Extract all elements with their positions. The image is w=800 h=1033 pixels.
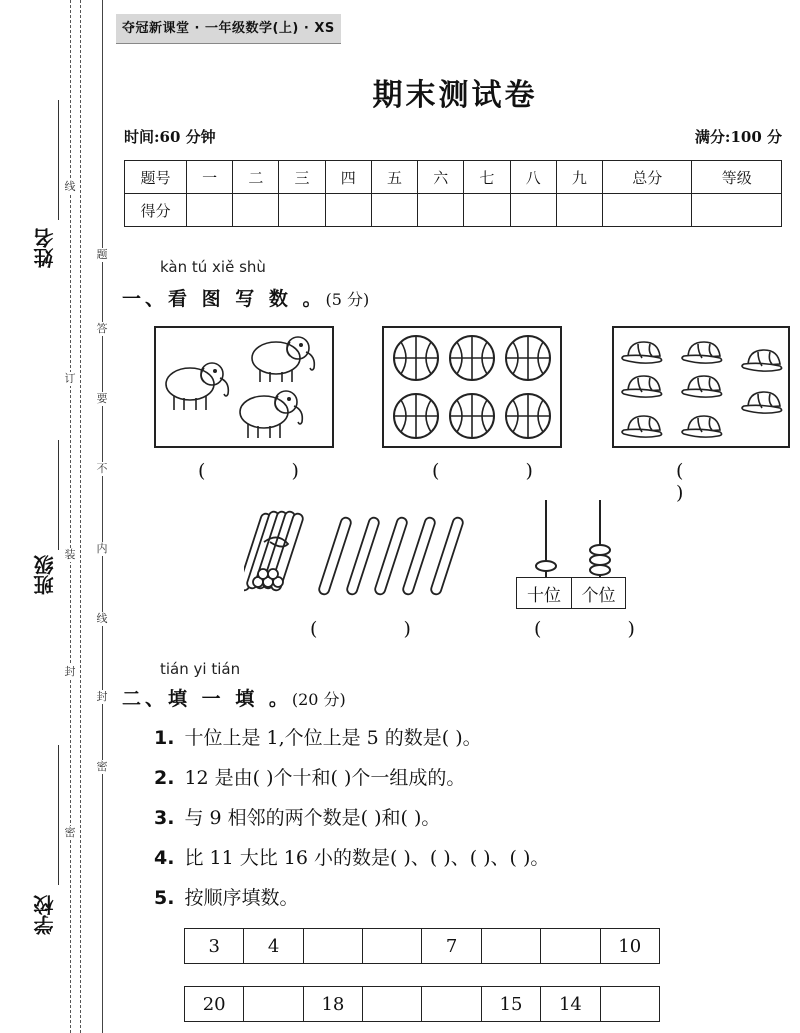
margin-char: 封: [64, 665, 76, 678]
question-number: 4.: [154, 847, 175, 869]
section1-title-text: 一、看 图 写 数 。: [122, 288, 326, 310]
margin-char: 不: [96, 462, 108, 475]
series-banner: 夺冠新课堂 · 一年级数学(上) · XS: [116, 14, 341, 44]
score-header-cell: 六: [418, 161, 464, 194]
abacus-place-labels: [516, 577, 626, 609]
page-title: 期末测试卷: [372, 78, 538, 113]
margin-char: 装: [64, 548, 76, 561]
sequence-cell[interactable]: [600, 987, 659, 1022]
score-cell[interactable]: [233, 194, 279, 227]
score-header-cell: 总分: [602, 161, 692, 194]
question-2: [154, 766, 465, 790]
abacus-answer-paren[interactable]: ( ): [534, 618, 675, 640]
margin-char: 线: [64, 180, 76, 193]
question-text: 按顺序填数。: [184, 887, 299, 909]
question-5: [154, 886, 298, 910]
score-header-cell: 七: [464, 161, 510, 194]
question-text[interactable]: 与 9 相邻的两个数是( )和( )。: [184, 807, 441, 829]
question-text[interactable]: 十位上是 1,个位上是 5 的数是( )。: [184, 727, 482, 749]
question-number: 1.: [154, 727, 175, 749]
school-field-label: 学校: [33, 895, 57, 935]
margin-char: 封: [96, 690, 108, 703]
abacus-icon: [516, 498, 628, 578]
question-4: [154, 846, 549, 870]
score-cell[interactable]: [556, 194, 602, 227]
score-cell[interactable]: [418, 194, 464, 227]
score-cell[interactable]: [510, 194, 556, 227]
score-cell[interactable]: [279, 194, 325, 227]
sequence-row-2: [184, 986, 660, 1022]
abacus-ones-label: 个位: [571, 578, 625, 608]
sequence-cell[interactable]: [363, 929, 422, 964]
section2-title-text: 二、填 一 填 。: [122, 688, 292, 710]
sequence-row-1: [184, 928, 660, 964]
score-header-cell: 九: [556, 161, 602, 194]
score-header-cell: 五: [371, 161, 417, 194]
question-text[interactable]: 比 11 大比 16 小的数是( )、( )、( )、( )。: [184, 847, 550, 869]
sequence-cell: 18: [303, 987, 362, 1022]
cap-icons: [614, 328, 788, 446]
caps-answer-paren[interactable]: ( ): [676, 460, 724, 504]
score-row-label: 得分: [125, 194, 187, 227]
score-cell[interactable]: [464, 194, 510, 227]
section2-title: [122, 684, 346, 711]
score-cell[interactable]: [325, 194, 371, 227]
sequence-cell[interactable]: [363, 987, 422, 1022]
section1-pinyin: kàn tú xiě shù: [160, 258, 266, 276]
section1-points: (5 分): [325, 290, 370, 309]
score-cell[interactable]: [371, 194, 417, 227]
basketball-icons: [384, 328, 560, 446]
name-field-label: 姓名: [33, 228, 57, 268]
elephant-icons: [156, 328, 332, 446]
sequence-cell[interactable]: [422, 987, 481, 1022]
basketballs-answer-paren[interactable]: ( ): [432, 460, 573, 482]
elephants-picture: [154, 326, 334, 448]
sequence-cell[interactable]: [244, 987, 303, 1022]
sticks-answer-paren[interactable]: ( ): [310, 618, 451, 640]
basketballs-picture: [382, 326, 562, 448]
margin-char: 要: [96, 392, 108, 405]
section1-title: [122, 284, 369, 311]
score-header-cell: 四: [325, 161, 371, 194]
score-header-cell: 三: [279, 161, 325, 194]
margin-dashed-line-outer: [70, 0, 71, 1033]
margin-char: 线: [96, 612, 108, 625]
sequence-cell: 3: [185, 929, 244, 964]
margin-char: 答: [96, 322, 108, 335]
question-text[interactable]: 12 是由( )个十和( )个一组成的。: [184, 767, 466, 789]
sequence-cell: 20: [185, 987, 244, 1022]
score-cell[interactable]: [602, 194, 692, 227]
class-field-line[interactable]: [58, 440, 59, 550]
score-cell[interactable]: [187, 194, 233, 227]
question-number: 3.: [154, 807, 175, 829]
question-3: [154, 806, 440, 830]
section2-pinyin: tián yi tián: [160, 660, 241, 678]
time-limit: 时间:60 分钟: [124, 128, 216, 146]
sequence-cell: 14: [541, 987, 600, 1022]
score-table: [124, 160, 782, 227]
score-table-score-row: [125, 194, 782, 227]
name-field-line[interactable]: [58, 100, 59, 220]
caps-picture: [612, 326, 790, 448]
margin-dashed-line-mid: [80, 0, 81, 1033]
question-1: [154, 726, 482, 750]
margin-char: 订: [64, 372, 76, 385]
full-score: 满分:100 分: [694, 128, 782, 146]
score-header-cell: 等级: [692, 161, 782, 194]
margin-solid-line: [102, 0, 103, 1033]
question-number: 2.: [154, 767, 175, 789]
class-field-label: 班级: [33, 555, 57, 595]
margin-char: 密: [96, 760, 108, 773]
abacus-tens-label: 十位: [527, 585, 561, 606]
score-header-cell: 一: [187, 161, 233, 194]
section2-points: (20 分): [291, 690, 346, 709]
score-table-header-row: [125, 161, 782, 194]
sequence-cell: 15: [481, 987, 540, 1022]
margin-char: 题: [96, 248, 108, 261]
score-header-cell: 题号: [125, 161, 187, 194]
margin-char: 内: [96, 542, 108, 555]
score-cell[interactable]: [692, 194, 782, 227]
question-number: 5.: [154, 887, 175, 909]
sequence-cell: 4: [244, 929, 303, 964]
sequence-cell: 10: [600, 929, 660, 964]
school-field-line[interactable]: [58, 745, 59, 885]
margin-char: 密: [64, 826, 76, 839]
counting-sticks-icon: [244, 502, 472, 602]
sequence-cell[interactable]: [541, 929, 600, 964]
sequence-cell[interactable]: [303, 929, 362, 964]
score-header-cell: 八: [510, 161, 556, 194]
score-header-cell: 二: [233, 161, 279, 194]
sequence-cell[interactable]: [481, 929, 540, 964]
sequence-cell: 7: [422, 929, 481, 964]
elephants-answer-paren[interactable]: ( ): [198, 460, 339, 482]
